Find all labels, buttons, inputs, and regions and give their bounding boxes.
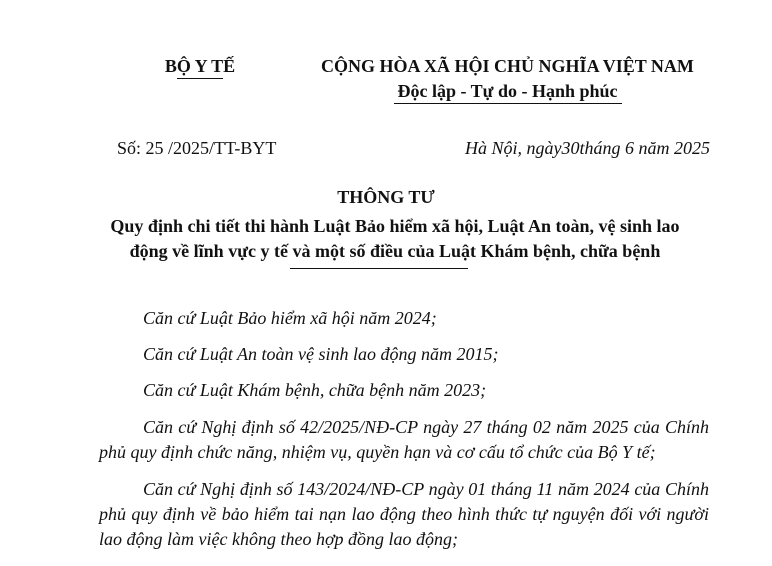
title-underline (290, 268, 468, 269)
place-and-date: Hà Nội, ngày30tháng 6 năm 2025 (465, 138, 710, 158)
document-type: THÔNG TƯ (337, 187, 435, 207)
issuing-authority: BỘ Y TẾ (164, 56, 236, 76)
authority-underline (177, 78, 223, 79)
legal-basis-item: Căn cứ Luật Khám bệnh, chữa bệnh năm 2023; (143, 380, 487, 400)
motto-underline (394, 103, 622, 104)
legal-basis-item: Căn cứ Luật Bảo hiểm xã hội năm 2024; (143, 308, 437, 328)
document-title: Quy định chi tiết thi hành Luật Bảo hiểm xã hội, Luật An toàn, vệ sinh lao động về lĩnh vực y tế và một số điều của Luật Khám bệnh, chữa bệnh (110, 216, 680, 261)
legal-basis-item: Căn cứ Luật An toàn vệ sinh lao động năm 2015; (143, 344, 499, 364)
document-number: Số: 25 /2025/TT-BYT (117, 138, 277, 158)
national-title: CỘNG HÒA XÃ HỘI CHỦ NGHĨA VIỆT NAM (321, 56, 694, 76)
issuing-authority-block (155, 55, 245, 79)
national-header-block (300, 55, 715, 104)
legal-basis-item: Căn cứ Nghị định số 143/2024/NĐ-CP ngày 01 tháng 11 năm 2024 của Chính phủ quy định về bảo hiểm tai nạn lao động theo hình thức tự nguyện đối với người lao động làm việc không theo hợp đồng lao động; (99, 479, 709, 549)
national-motto: Độc lập - Tự do - Hạnh phúc (397, 81, 618, 101)
legal-basis-item: Căn cứ Nghị định số 42/2025/NĐ-CP ngày 27 tháng 02 năm 2025 của Chính phủ quy định chức năng, nhiệm vụ, quyền hạn và cơ cấu tổ chức của Bộ Y tế; (99, 417, 709, 462)
legal-basis-list (99, 307, 709, 566)
